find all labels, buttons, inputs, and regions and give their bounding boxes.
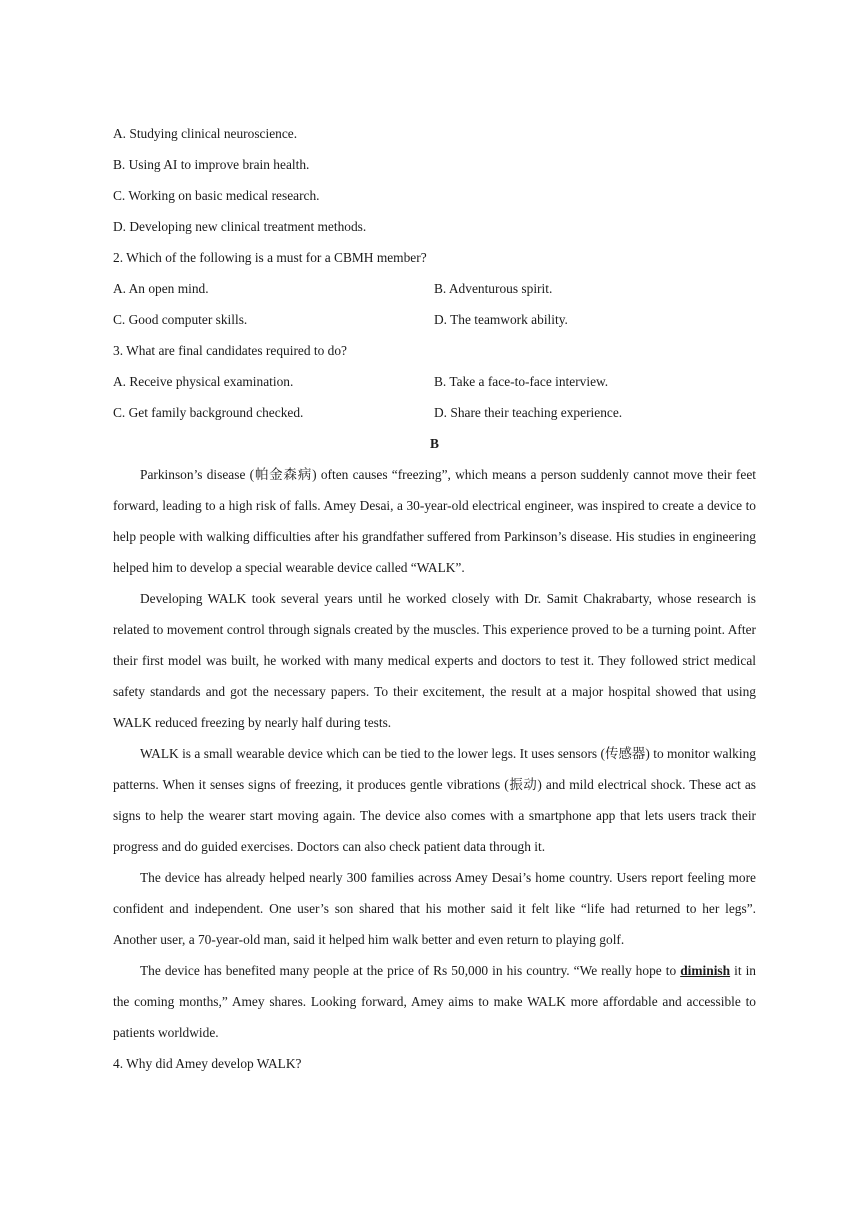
q2-option-c: C. Good computer skills. <box>113 312 248 327</box>
q2-options-row-2 <box>113 304 756 335</box>
q2-question: 2. Which of the following is a must for a CBMH member? <box>113 250 427 265</box>
passage-paragraph-3: WALK is a small wearable device which can be tied to the lower legs. It uses sensors (传感器) to monitor walking patterns. When it senses signs of freezing, it produces gentle vibrations (振动) and mild electrical shock. These act as signs to help the wearer start moving again. The device also comes with a smartphone app that lets users track their progress and do guided exercises. Doctors can also check patient data through it. <box>113 746 756 854</box>
q2-options-row-1 <box>113 273 756 304</box>
q3-option-c: C. Get family background checked. <box>113 405 304 420</box>
section-b-title: B <box>430 436 439 451</box>
passage-paragraph-2: Developing WALK took several years until he worked closely with Dr. Samit Chakrabarty, whose research is related to movement control through signals created by the muscles. This experience proved to be a turning point. After their first model was built, he worked with many medical experts and doctors to test it. They followed strict medical safety standards and got the necessary papers. To their excitement, the result at a major hospital showed that using WALK reduced freezing by nearly half during tests. <box>113 591 756 730</box>
q3-options-row-2 <box>113 397 756 428</box>
q2-option-b: B. Adventurous spirit. <box>434 281 553 296</box>
q2-option-d: D. The teamwork ability. <box>434 312 568 327</box>
paragraph-5-text-after: it in the coming months,” Amey shares. Looking forward, Amey aims to make WALK more affordable and accessible to patients worldwide. <box>113 963 756 1040</box>
q3-option-d: D. Share their teaching experience. <box>434 405 623 420</box>
passage-paragraph-1: Parkinson’s disease (帕金森病) often causes “freezing”, which means a person suddenly cannot move their feet forward, leading to a high risk of falls. Amey Desai, a 30-year-old electrical engineer, was inspired to create a device to help people with walking difficulties after his grandfather suffered from Parkinson’s disease. His studies in engineering helped him to develop a special wearable device called “WALK”. <box>113 467 756 575</box>
q1-option-c: C. Working on basic medical research. <box>113 188 320 203</box>
q3-option-b: B. Take a face-to-face interview. <box>434 374 609 389</box>
passage-paragraph-5 <box>113 955 756 1048</box>
document-page <box>113 118 756 1079</box>
q1-option-a: A. Studying clinical neuroscience. <box>113 126 298 141</box>
q3-option-a: A. Receive physical examination. <box>113 374 294 389</box>
q1-option-d: D. Developing new clinical treatment methods. <box>113 219 367 234</box>
paragraph-5-text-before: The device has benefited many people at the price of Rs 50,000 in his country. “We really hope to <box>140 963 681 978</box>
q3-question: 3. What are final candidates required to do? <box>113 343 347 358</box>
passage-paragraph-4: The device has already helped nearly 300 families across Amey Desai’s home country. Users report feeling more confident and independent. One user’s son shared that his mother said it felt like “life had returned to her legs”. Another user, a 70-year-old man, said it helped him walk better and even return to playing golf. <box>113 870 756 947</box>
q2-option-a: A. An open mind. <box>113 281 209 296</box>
q3-options-row-1 <box>113 366 756 397</box>
underlined-keyword: diminish <box>680 963 731 978</box>
q4-question: 4. Why did Amey develop WALK? <box>113 1056 302 1071</box>
q1-option-b: B. Using AI to improve brain health. <box>113 157 310 172</box>
